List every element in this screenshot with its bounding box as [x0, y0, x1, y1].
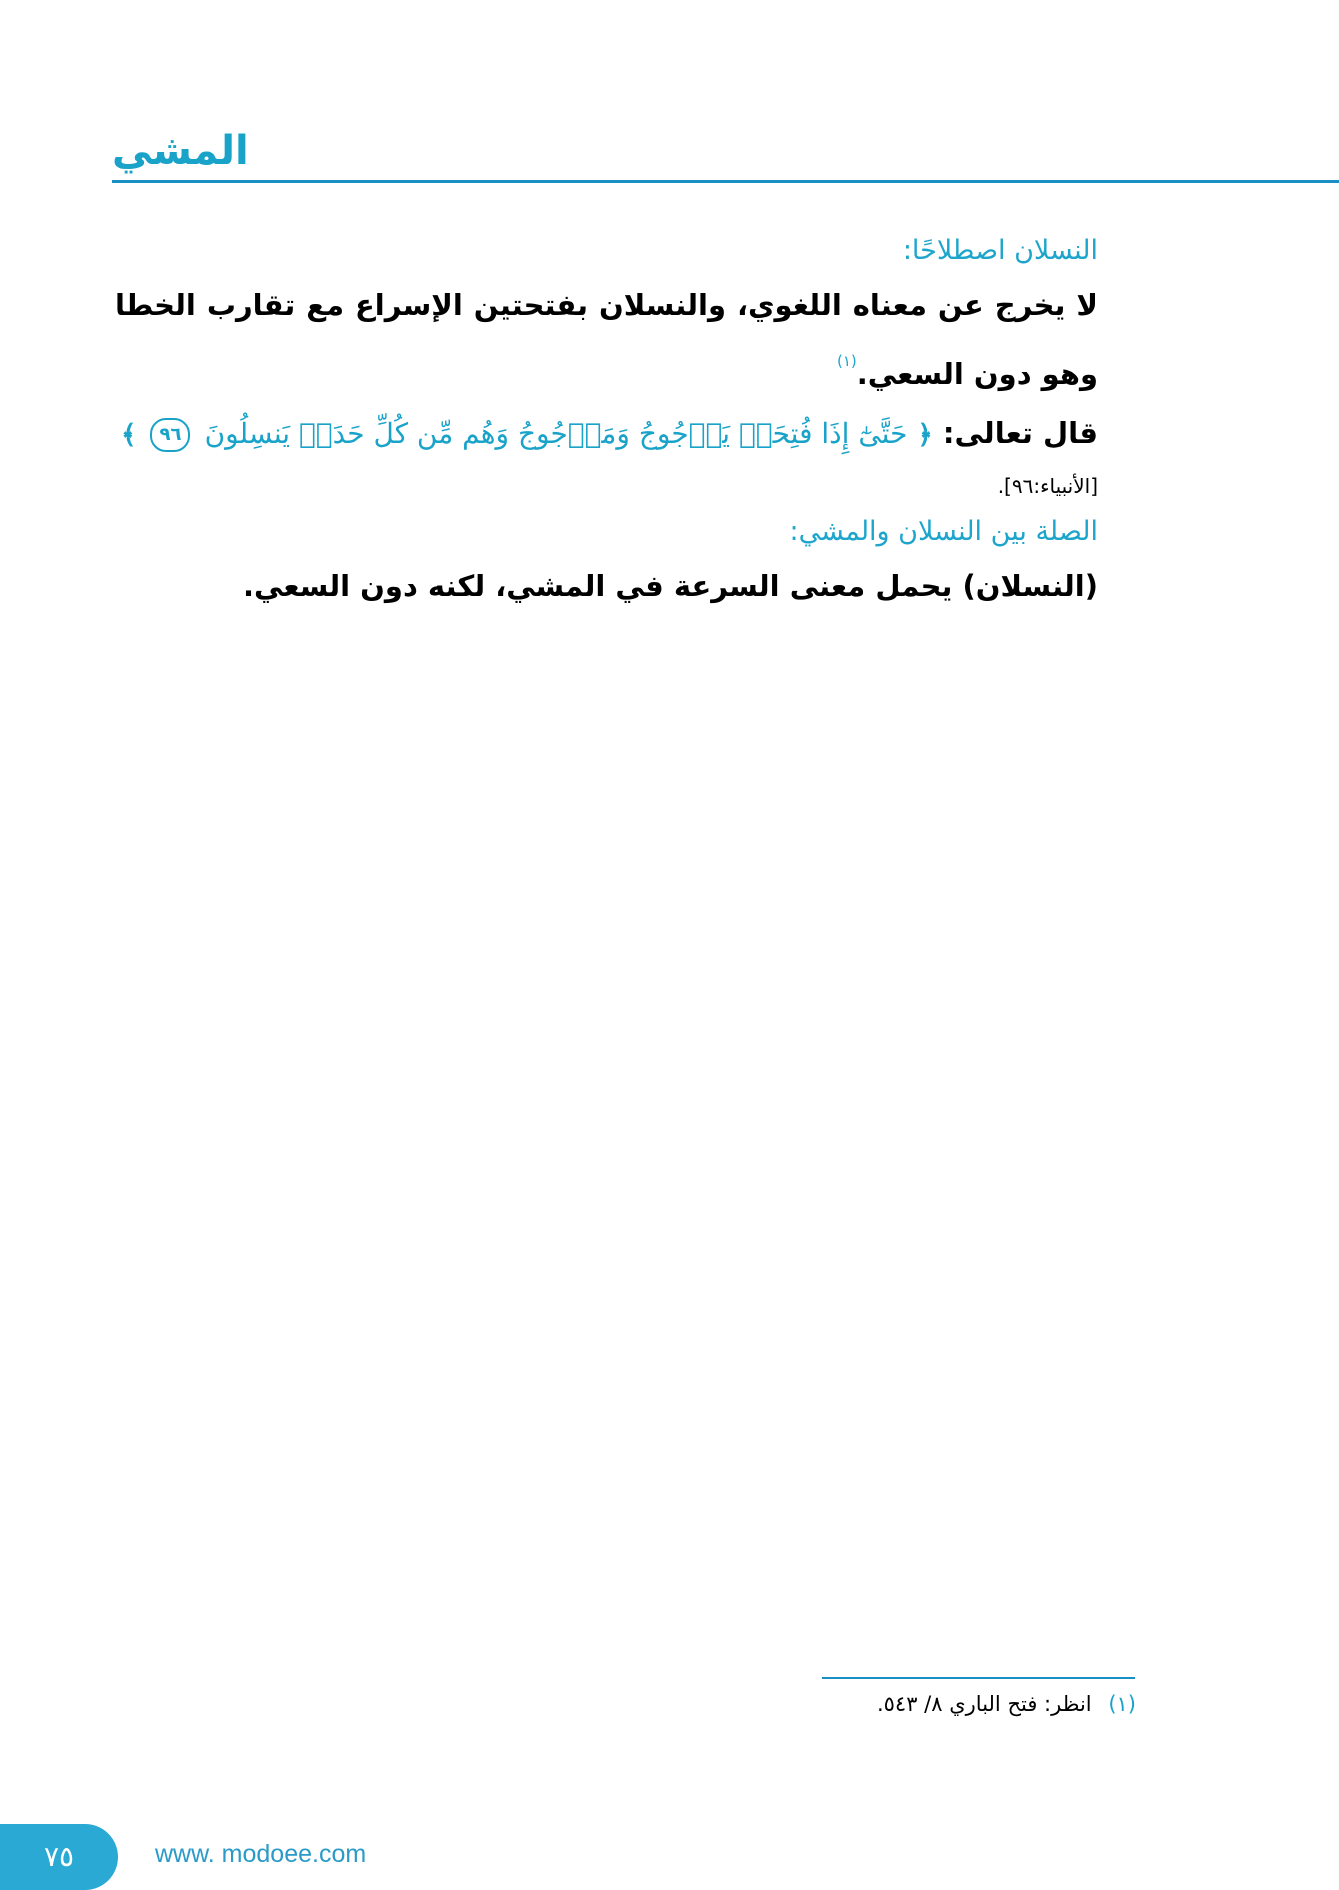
footnote-text: انظر: فتح الباري ٨/ ٥٤٣.: [876, 1692, 1092, 1716]
section-heading-relation: الصلة بين النسلان والمشي:: [789, 516, 1098, 547]
website-link[interactable]: www. modoee.com: [155, 1840, 367, 1868]
section-heading-terminology: النسلان اصطلاحًا:: [902, 235, 1098, 266]
definition-text: لا يخرج عن معناه اللغوي، والنسلان بفتحتين الإسراع مع تقارب الخطا وهو دون السعي.: [115, 288, 1098, 391]
verse-open-bracket: ﴿: [917, 420, 933, 450]
definition-paragraph: [115, 277, 1098, 402]
verse-text: حَتَّىٰٓ إِذَا فُتِحَتۡ يَأۡجُوجُ وَمَأۡجُوجُ وَهُم مِّن كُلِّ حَدَبٖ يَنسِلُونَ: [204, 417, 908, 450]
footnote-reference[interactable]: (١): [836, 352, 857, 370]
chapter-title: المشي: [112, 128, 249, 174]
page-content: [115, 225, 1098, 614]
verse-reference: [الأنبياء:٩٦].: [997, 474, 1098, 498]
quran-verse-line: [115, 402, 1098, 466]
page-number-tab: ٧٥: [0, 1824, 118, 1890]
footnote-number: (١): [1108, 1692, 1136, 1716]
ayah-number-badge: ٩٦: [150, 418, 190, 452]
header-divider: [112, 180, 1339, 183]
footnote: [700, 1692, 1136, 1716]
relation-paragraph: (النسلان) يحمل معنى السرعة في المشي، لكنه دون السعي.: [243, 569, 1098, 603]
footnote-divider: [822, 1677, 1135, 1679]
verse-close-bracket: ﴾: [121, 420, 137, 450]
verse-intro: قال تعالى:: [942, 416, 1098, 450]
